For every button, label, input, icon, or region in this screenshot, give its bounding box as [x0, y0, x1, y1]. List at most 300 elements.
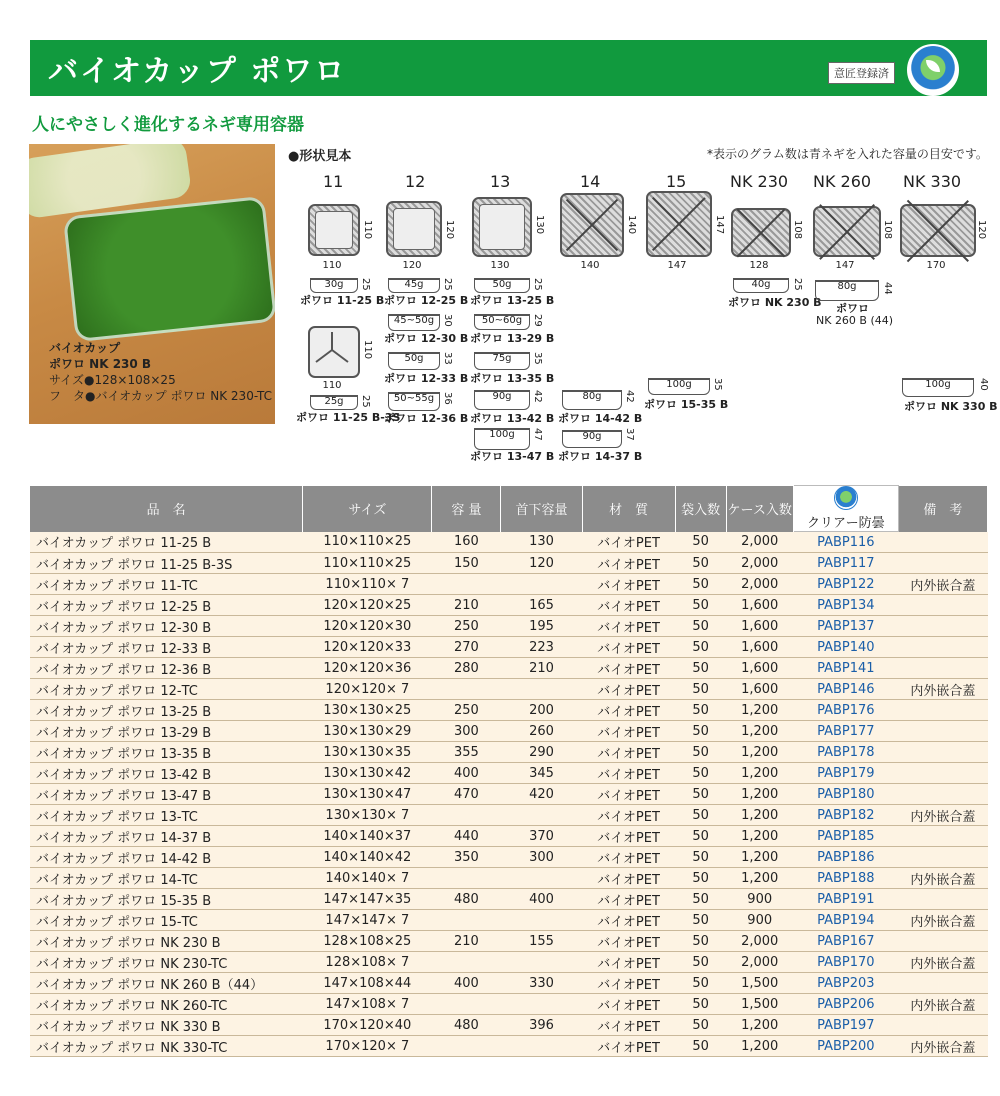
cup-side-view	[388, 352, 440, 370]
cup-side-view	[474, 428, 530, 450]
cell-size: 128×108×25	[303, 931, 432, 952]
cell-name: バイオカップ ポワロ 13-25 B	[30, 700, 303, 721]
cell-code: PABP176	[793, 700, 898, 721]
table-row	[30, 700, 988, 721]
cell-size: 120×120×30	[303, 616, 432, 637]
cell-size: 147×147×35	[303, 889, 432, 910]
cell-per-bag: 50	[675, 679, 726, 700]
cell-material: バイオPET	[582, 742, 675, 763]
table-row	[30, 847, 988, 868]
header-per-case: ケース入数	[726, 486, 793, 532]
cup-side-view	[310, 278, 358, 293]
cell-capacity: 250	[432, 616, 501, 637]
cell-material: バイオPET	[582, 847, 675, 868]
cell-per-case: 1,600	[726, 637, 793, 658]
cell-material: バイオPET	[582, 952, 675, 973]
side-height: 40	[978, 378, 989, 391]
gram-label: 50g	[404, 353, 424, 364]
cell-material: バイオPET	[582, 616, 675, 637]
cell-per-bag: 50	[675, 931, 726, 952]
model-label: ポワロ NK 330 B	[904, 400, 998, 413]
cell-notes	[898, 742, 987, 763]
model-label: ポワロ 13-25 B	[470, 294, 555, 307]
cell-code: PABP206	[793, 994, 898, 1015]
width-dim: 128	[749, 260, 769, 271]
cup-side-view	[474, 278, 530, 293]
cell-per-case: 1,200	[726, 700, 793, 721]
cell-material: バイオPET	[582, 574, 675, 595]
table-row	[30, 574, 988, 595]
gram-label: 40g	[751, 279, 771, 290]
width-dim: 140	[580, 260, 600, 271]
cell-per-bag: 50	[675, 1015, 726, 1036]
cell-per-bag: 50	[675, 637, 726, 658]
cell-per-case: 2,000	[726, 574, 793, 595]
cell-neck-capacity: 330	[501, 973, 582, 994]
table-row	[30, 994, 988, 1015]
cell-per-case: 1,200	[726, 847, 793, 868]
height-dim: 110	[362, 340, 373, 360]
column-number: NK 230	[730, 172, 789, 191]
caption-line: バイオカップ	[49, 341, 121, 355]
cell-notes	[898, 847, 987, 868]
header-code	[793, 486, 898, 532]
cell-size: 130×130×47	[303, 784, 432, 805]
cell-neck-capacity	[501, 952, 582, 973]
cell-per-bag: 50	[675, 973, 726, 994]
cell-per-case: 1,600	[726, 616, 793, 637]
page-title: バイオカップ ポワロ	[48, 54, 347, 89]
height-dim: 147	[714, 215, 725, 235]
divided-cup-top-view	[308, 326, 360, 378]
side-height: 25	[360, 395, 371, 408]
cell-material: バイオPET	[582, 868, 675, 889]
table-row	[30, 742, 988, 763]
cell-material: バイオPET	[582, 595, 675, 616]
gram-label: 30g	[324, 279, 344, 290]
shape-note: *表示のグラム数は青ネギを入れた容量の目安です。	[707, 147, 988, 161]
cell-name: バイオカップ ポワロ 14-42 B	[30, 847, 303, 868]
table-row	[30, 952, 988, 973]
height-dim: 108	[882, 220, 893, 240]
cell-size: 130×130×25	[303, 700, 432, 721]
cell-per-case: 1,600	[726, 679, 793, 700]
cell-name: バイオカップ ポワロ 14-TC	[30, 868, 303, 889]
gram-label: 75g	[492, 353, 512, 364]
cell-notes	[898, 700, 987, 721]
cell-size: 140×140× 7	[303, 868, 432, 889]
cell-neck-capacity	[501, 574, 582, 595]
cell-material: バイオPET	[582, 679, 675, 700]
cell-per-case: 1,200	[726, 784, 793, 805]
cell-material: バイオPET	[582, 826, 675, 847]
column-number: 15	[666, 172, 687, 191]
cell-code: PABP122	[793, 574, 898, 595]
cell-capacity	[432, 868, 501, 889]
cup-top-view	[900, 204, 976, 257]
cell-per-bag: 50	[675, 616, 726, 637]
cell-capacity: 480	[432, 889, 501, 910]
cell-code: PABP140	[793, 637, 898, 658]
cell-code: PABP141	[793, 658, 898, 679]
cell-size: 140×140×37	[303, 826, 432, 847]
cup-side-view	[902, 378, 974, 397]
side-height: 33	[442, 352, 453, 365]
cell-capacity: 160	[432, 532, 501, 553]
model-label: ポワロ 12-25 B	[384, 294, 469, 307]
model-label: ポワロ 14-42 B	[558, 412, 643, 425]
cell-neck-capacity: 195	[501, 616, 582, 637]
width-dim: 120	[402, 260, 422, 271]
cell-size: 120×120×33	[303, 637, 432, 658]
table-row	[30, 805, 988, 826]
cell-code: PABP197	[793, 1015, 898, 1036]
column-number: NK 330	[903, 172, 962, 191]
cell-per-bag: 50	[675, 742, 726, 763]
cell-size: 120×120×25	[303, 595, 432, 616]
cup-side-view	[648, 378, 710, 395]
cell-name: バイオカップ ポワロ 11-TC	[30, 574, 303, 595]
column-number: 12	[405, 172, 426, 191]
cell-neck-capacity	[501, 1036, 582, 1057]
side-height: 47	[532, 428, 543, 441]
cell-code: PABP191	[793, 889, 898, 910]
cup-side-view	[388, 314, 440, 331]
cell-size: 147×108× 7	[303, 994, 432, 1015]
cell-capacity	[432, 910, 501, 931]
cell-notes: 内外嵌合蓋	[898, 574, 987, 595]
cup-top-view	[731, 208, 791, 257]
cell-neck-capacity	[501, 994, 582, 1015]
gram-label: 100g	[489, 429, 515, 440]
height-dim: 140	[626, 215, 637, 235]
cell-size: 110×110× 7	[303, 574, 432, 595]
cell-name: バイオカップ ポワロ 13-TC	[30, 805, 303, 826]
cell-code: PABP137	[793, 616, 898, 637]
cell-notes: 内外嵌合蓋	[898, 1036, 987, 1057]
cell-capacity: 350	[432, 847, 501, 868]
shape-sample-label: ●形状見本	[288, 149, 352, 164]
width-dim: 147	[667, 260, 687, 271]
cell-neck-capacity	[501, 805, 582, 826]
cell-size: 147×147× 7	[303, 910, 432, 931]
cell-notes	[898, 616, 987, 637]
table-row	[30, 763, 988, 784]
cell-name: バイオカップ ポワロ 15-TC	[30, 910, 303, 931]
cup-side-view	[474, 352, 530, 370]
cell-name: バイオカップ ポワロ 12-33 B	[30, 637, 303, 658]
cell-material: バイオPET	[582, 1015, 675, 1036]
table-row	[30, 679, 988, 700]
cell-size: 170×120×40	[303, 1015, 432, 1036]
side-height: 25	[532, 278, 543, 291]
cell-per-case: 1,200	[726, 763, 793, 784]
cell-neck-capacity: 400	[501, 889, 582, 910]
cell-material: バイオPET	[582, 784, 675, 805]
cell-size: 140×140×42	[303, 847, 432, 868]
cell-per-bag: 50	[675, 784, 726, 805]
cell-size: 128×108× 7	[303, 952, 432, 973]
cell-name: バイオカップ ポワロ 14-37 B	[30, 826, 303, 847]
cell-notes: 内外嵌合蓋	[898, 952, 987, 973]
cell-code: PABP200	[793, 1036, 898, 1057]
model-label: ポワロ 12-36 B	[384, 412, 469, 425]
cup-side-view	[474, 390, 530, 410]
header-name: 品 名	[30, 486, 303, 532]
cell-code: PABP177	[793, 721, 898, 742]
cell-neck-capacity: 200	[501, 700, 582, 721]
gram-label: 80g	[837, 281, 857, 292]
cell-material: バイオPET	[582, 763, 675, 784]
cell-per-case: 1,200	[726, 868, 793, 889]
green-onion-tray-image	[63, 196, 275, 342]
table-row	[30, 616, 988, 637]
cell-per-case: 900	[726, 889, 793, 910]
cell-code: PABP146	[793, 679, 898, 700]
gram-label: 45g	[404, 279, 424, 290]
cell-name: バイオカップ ポワロ 12-25 B	[30, 595, 303, 616]
cup-top-view	[813, 206, 881, 257]
cell-capacity: 470	[432, 784, 501, 805]
cell-neck-capacity: 155	[501, 931, 582, 952]
gram-label: 50g	[492, 279, 512, 290]
table-row	[30, 1015, 988, 1036]
cell-per-bag: 50	[675, 700, 726, 721]
cell-code: PABP116	[793, 532, 898, 553]
cell-name: バイオカップ ポワロ NK 260-TC	[30, 994, 303, 1015]
cell-name: バイオカップ ポワロ NK 330 B	[30, 1015, 303, 1036]
cell-code: PABP179	[793, 763, 898, 784]
eco-leaf-icon	[907, 44, 959, 96]
header-code-label: クリアー防曇	[806, 516, 885, 531]
side-height: 35	[712, 378, 723, 391]
cell-capacity	[432, 952, 501, 973]
cell-per-bag: 50	[675, 994, 726, 1015]
eco-leaf-icon	[834, 486, 858, 510]
caption-line: サイズ●128×108×25	[49, 373, 176, 387]
cup-top-view	[386, 201, 442, 257]
gram-label: 90g	[492, 391, 512, 402]
cell-neck-capacity: 290	[501, 742, 582, 763]
cell-material: バイオPET	[582, 721, 675, 742]
cell-name: バイオカップ ポワロ 11-25 B	[30, 532, 303, 553]
cell-neck-capacity: 300	[501, 847, 582, 868]
model-label: ポワロ NK 230 B	[728, 296, 822, 309]
model-label: NK 260 B (44)	[816, 314, 894, 327]
cell-size: 120×120× 7	[303, 679, 432, 700]
cell-capacity: 150	[432, 553, 501, 574]
column-number: 13	[490, 172, 511, 191]
cell-notes	[898, 721, 987, 742]
model-label: ポワロ 13-35 B	[470, 372, 555, 385]
caption-line: ポワロ NK 230 B	[49, 357, 152, 371]
gram-label: 90g	[582, 431, 602, 442]
cell-code: PABP180	[793, 784, 898, 805]
cell-material: バイオPET	[582, 658, 675, 679]
cell-size: 110×110×25	[303, 553, 432, 574]
model-label: ポワロ 13-42 B	[470, 412, 555, 425]
table-row	[30, 595, 988, 616]
side-height: 29	[532, 314, 543, 327]
cell-material: バイオPET	[582, 532, 675, 553]
height-dim: 110	[362, 220, 373, 240]
cell-capacity	[432, 805, 501, 826]
cell-per-bag: 50	[675, 658, 726, 679]
cell-per-case: 1,200	[726, 1015, 793, 1036]
gram-label: 25g	[324, 396, 344, 407]
cell-per-bag: 50	[675, 826, 726, 847]
cell-name: バイオカップ ポワロ 13-42 B	[30, 763, 303, 784]
cell-name: バイオカップ ポワロ 12-36 B	[30, 658, 303, 679]
cell-size: 170×120× 7	[303, 1036, 432, 1057]
header-neck-capacity: 首下容量	[501, 486, 582, 532]
cell-notes	[898, 973, 987, 994]
cell-neck-capacity: 370	[501, 826, 582, 847]
cell-code: PABP170	[793, 952, 898, 973]
column-number: 11	[323, 172, 344, 191]
caption-line: フ タ●バイオカップ ポワロ NK 230-TC	[49, 389, 273, 403]
cell-notes	[898, 784, 987, 805]
cell-material: バイオPET	[582, 973, 675, 994]
subtitle: 人にやさしく進化するネギ専用容器	[32, 115, 304, 135]
cell-neck-capacity: 420	[501, 784, 582, 805]
height-dim: 120	[976, 220, 987, 240]
cell-size: 120×120×36	[303, 658, 432, 679]
cell-neck-capacity: 396	[501, 1015, 582, 1036]
cell-notes	[898, 595, 987, 616]
cell-per-bag: 50	[675, 952, 726, 973]
cell-size: 130×130×35	[303, 742, 432, 763]
cell-name: バイオカップ ポワロ NK 260 B（44）	[30, 973, 303, 994]
cell-name: バイオカップ ポワロ 15-35 B	[30, 889, 303, 910]
cell-neck-capacity: 260	[501, 721, 582, 742]
cup-side-view	[388, 278, 440, 293]
cell-size: 130×130×29	[303, 721, 432, 742]
cell-notes: 内外嵌合蓋	[898, 805, 987, 826]
table-row	[30, 721, 988, 742]
cell-per-bag: 50	[675, 805, 726, 826]
cell-notes: 内外嵌合蓋	[898, 910, 987, 931]
product-table	[30, 485, 988, 1057]
cell-neck-capacity: 165	[501, 595, 582, 616]
side-height: 37	[624, 428, 635, 441]
table-row	[30, 931, 988, 952]
model-label: ポワロ 15-35 B	[644, 398, 729, 411]
cup-top-view	[472, 197, 532, 257]
cell-code: PABP186	[793, 847, 898, 868]
cell-code: PABP117	[793, 553, 898, 574]
cell-capacity: 355	[432, 742, 501, 763]
cell-capacity: 270	[432, 637, 501, 658]
cup-side-view	[474, 314, 530, 330]
table-row	[30, 1036, 988, 1057]
cell-material: バイオPET	[582, 994, 675, 1015]
cup-top-view	[308, 204, 360, 256]
cell-per-case: 900	[726, 910, 793, 931]
cell-name: バイオカップ ポワロ 11-25 B-3S	[30, 553, 303, 574]
model-label: ポワロ 13-47 B	[470, 450, 555, 463]
cell-per-bag: 50	[675, 889, 726, 910]
cell-capacity	[432, 679, 501, 700]
cell-notes: 内外嵌合蓋	[898, 994, 987, 1015]
model-label: ポワロ	[836, 302, 869, 315]
table-row	[30, 532, 988, 553]
cell-capacity: 210	[432, 595, 501, 616]
gram-label: 50~55g	[393, 393, 435, 404]
cell-capacity: 400	[432, 763, 501, 784]
cell-material: バイオPET	[582, 637, 675, 658]
photo-caption	[49, 340, 272, 404]
cell-per-case: 1,600	[726, 658, 793, 679]
cell-notes	[898, 826, 987, 847]
cell-capacity: 300	[432, 721, 501, 742]
cell-material: バイオPET	[582, 931, 675, 952]
cell-code: PABP178	[793, 742, 898, 763]
cell-per-case: 1,200	[726, 1036, 793, 1057]
cell-size: 130×130×42	[303, 763, 432, 784]
cell-name: バイオカップ ポワロ 13-29 B	[30, 721, 303, 742]
cell-capacity: 210	[432, 931, 501, 952]
model-label: ポワロ 14-37 B	[558, 450, 643, 463]
cell-per-case: 2,000	[726, 931, 793, 952]
cell-code: PABP167	[793, 931, 898, 952]
width-dim: 147	[835, 260, 855, 271]
cell-notes	[898, 553, 987, 574]
cell-neck-capacity: 120	[501, 553, 582, 574]
cell-per-case: 1,600	[726, 595, 793, 616]
cell-per-bag: 50	[675, 910, 726, 931]
column-number: NK 260	[813, 172, 872, 191]
cell-notes: 内外嵌合蓋	[898, 868, 987, 889]
cell-notes: 内外嵌合蓋	[898, 679, 987, 700]
cell-per-bag: 50	[675, 532, 726, 553]
cell-neck-capacity: 130	[501, 532, 582, 553]
cell-size: 110×110×25	[303, 532, 432, 553]
cell-per-bag: 50	[675, 553, 726, 574]
cell-per-bag: 50	[675, 763, 726, 784]
model-label: ポワロ 12-30 B	[384, 332, 469, 345]
cell-neck-capacity: 345	[501, 763, 582, 784]
cup-side-view	[310, 395, 358, 410]
registration-badge: 意匠登録済	[828, 62, 895, 84]
gram-label: 100g	[925, 379, 951, 390]
cell-code: PABP188	[793, 868, 898, 889]
cell-neck-capacity: 210	[501, 658, 582, 679]
gram-label: 80g	[582, 391, 602, 402]
cell-code: PABP185	[793, 826, 898, 847]
cup-top-view	[560, 193, 624, 257]
cell-name: バイオカップ ポワロ NK 230-TC	[30, 952, 303, 973]
cell-notes	[898, 658, 987, 679]
cell-per-case: 1,500	[726, 973, 793, 994]
side-height: 25	[360, 278, 371, 291]
cup-side-view	[562, 390, 622, 410]
cell-code: PABP194	[793, 910, 898, 931]
model-label: ポワロ 11-25 B	[300, 294, 385, 307]
table-row	[30, 868, 988, 889]
cell-name: バイオカップ ポワロ 12-TC	[30, 679, 303, 700]
cell-size: 130×130× 7	[303, 805, 432, 826]
cell-per-case: 2,000	[726, 553, 793, 574]
cell-notes	[898, 931, 987, 952]
cell-capacity: 400	[432, 973, 501, 994]
cup-side-view	[815, 280, 879, 301]
model-label: ポワロ 11-25 B-3S	[296, 411, 401, 424]
side-height: 36	[442, 392, 453, 405]
cell-per-bag: 50	[675, 574, 726, 595]
header-notes: 備 考	[898, 486, 987, 532]
cell-per-case: 1,200	[726, 805, 793, 826]
